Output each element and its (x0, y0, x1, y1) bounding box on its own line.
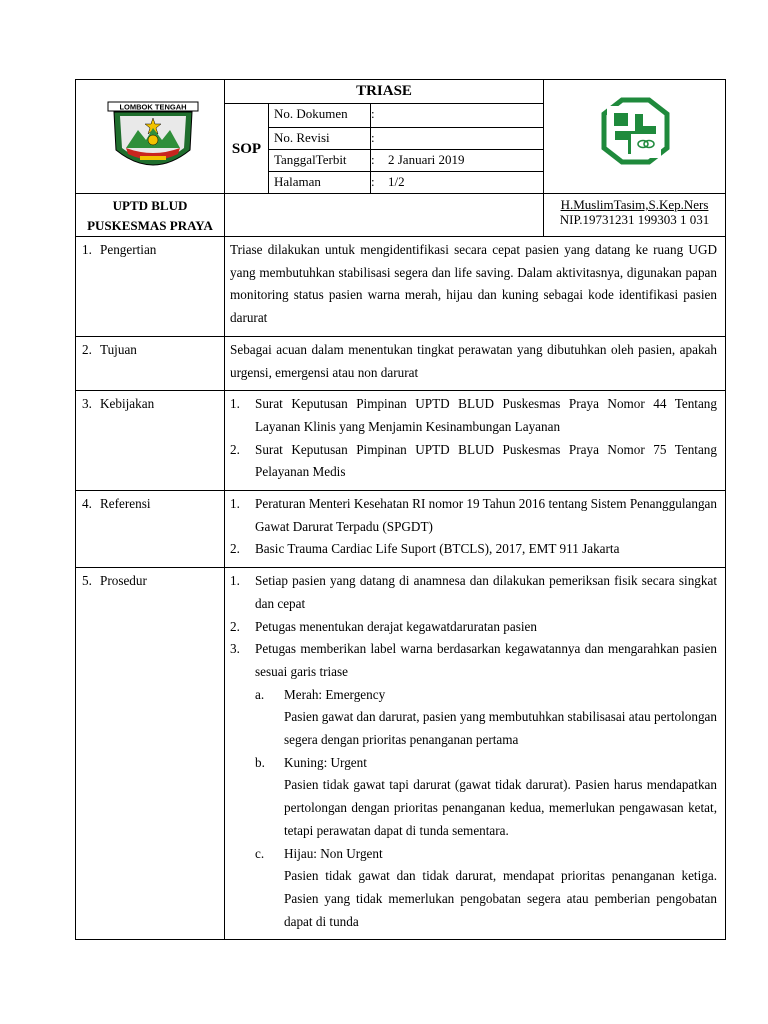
section-label: 1. Pengertian (76, 237, 225, 337)
section-label: 3. Kebijakan (76, 391, 225, 491)
list-item: 2. Basic Trauma Cardiac Life Suport (BTCLS), 2017, EMT 911 Jakarta (230, 541, 620, 557)
triage-title: Merah: Emergency (284, 686, 386, 702)
section-text: Sebagai acuan dalam menentukan tingkat perawatan yang dibutuhkan oleh pasien, apakah urgensi, emergensi atau non darurat (225, 336, 726, 390)
list-item: 2. Surat Keputusan Pimpinan UPTD BLUD Puskesmas Praya Nomor 75 Tentang Pelayanan Medis (230, 441, 717, 480)
content-table (75, 236, 726, 940)
section-label: 2. Tujuan (76, 336, 225, 390)
unit-line1: UPTD BLUD (112, 198, 188, 213)
meta-value: : 2 Januari 2019 (371, 150, 544, 172)
meta-label: No. Dokumen (269, 104, 371, 128)
list-item: 3. Petugas memberikan label warna berdasarkan kegawatannya dan mengarahkan pasien sesuai garis triase a. Merah: Emergency Pasien gawat dan darurat, pasien yang membutuhkan stabilisasai atau pertolongan segera dengan prioritas penanganan pertama b. Kuning: Urgent Pasien tidak gawat tapi darurat (gawat tidak darurat). Pasien harus mendapatkan pertolongan dengan prioritas penanganan kedua, memerlukan pengawasan ketat, tetapi perawatan dapat di tunda sementara. c. Hijau: Non Urgent Pasien tidak gawat dan tidak darurat, mendapat prioritas penanganan ketiga. Pasien yang tidak memerlukan pengobatan segera atau pemberian pengobatan dapat di tunda (230, 638, 717, 933)
sop-label: SOP (225, 104, 269, 194)
triage-category: c. Hijau: Non Urgent Pasien tidak gawat dan tidak darurat, mendapat prioritas penanganan ketiga. Pasien yang tidak memerlukan pengobatan segera atau pemberian pengobatan dapat di tunda (255, 843, 717, 934)
triage-category: b. Kuning: Urgent Pasien tidak gawat tapi darurat (gawat tidak darurat). Pasien harus mendapatkan pertolongan dengan prioritas penanganan kedua, memerlukan pengawasan ketat, tetapi perawatan dapat di tunda sementara. (255, 752, 717, 843)
triage-category: a. Merah: Emergency Pasien gawat dan darurat, pasien yang membutuhkan stabilisasai atau pertolongan segera dengan prioritas penanganan pertama (255, 684, 717, 752)
section-row (76, 336, 726, 390)
list-item: 2. Petugas menentukan derajat kegawatdaruratan pasien (230, 618, 537, 634)
section-row (76, 568, 726, 940)
puskesmas-logo-cell (544, 80, 726, 194)
section-row (76, 391, 726, 491)
list-item: 1. Setiap pasien yang datang di anamnesa dan dilakukan pemeriksan fisik secara singkat dan cepat (230, 573, 717, 611)
header-table (75, 79, 726, 237)
regency-logo-cell (76, 80, 225, 194)
document-title: TRIASE (225, 80, 544, 104)
meta-value: : (371, 128, 544, 150)
section-label: 4. Referensi (76, 491, 225, 568)
sop-document (75, 79, 725, 940)
section-list (225, 391, 726, 491)
triage-title: Kuning: Urgent (284, 754, 367, 770)
section-row (76, 491, 726, 568)
signer-name: H.MuslimTasim,S.Kep.Ners (560, 197, 709, 212)
list-item: 1. Surat Keputusan Pimpinan UPTD BLUD Puskesmas Praya Nomor 44 Tentang Layanan Klinis yang Menjamin Kesinambungan Layanan (230, 396, 717, 434)
meta-label: No. Revisi (269, 128, 371, 150)
triage-desc: Pasien tidak gawat tapi darurat (gawat tidak darurat). Pasien harus mendapatkan pertolongan dengan prioritas penanganan kedua, memerlukan pengawasan ketat, tetapi perawatan dapat di tunda sementara. (284, 777, 717, 838)
meta-value: : 1/2 (371, 172, 544, 194)
unit-name (76, 194, 225, 237)
lombok-tengah-logo (76, 80, 225, 188)
triage-desc: Pasien gawat dan darurat, pasien yang membutuhkan stabilisasai atau pertolongan segera dengan prioritas penanganan pertama (284, 709, 717, 748)
section-text: Triase dilakukan untuk mengidentifikasi secara cepat pasien yang datang ke ruang UGD yang membutuhkan stabilisasi segera dan life saving. Dalam aktivitasnya, digunakan papan monitoring status pasien warna merah, hijau dan kuning sebagai kode identifikasi pasien darurat (225, 237, 726, 337)
blank-cell (225, 194, 544, 237)
puskesmas-logo (544, 80, 726, 188)
triage-title: Hijau: Non Urgent (284, 845, 383, 861)
signer-nip: NIP.19731231 199303 1 031 (559, 212, 710, 227)
section-list (225, 491, 726, 568)
section-list (225, 568, 726, 940)
meta-label: Halaman (269, 172, 371, 194)
meta-label: TanggalTerbit (269, 150, 371, 172)
section-row (76, 237, 726, 337)
meta-value: : (371, 104, 544, 128)
unit-line2: PUSKESMAS PRAYA (87, 218, 213, 233)
signer-block (544, 194, 726, 237)
list-item: 1. Peraturan Menteri Kesehatan RI nomor 19 Tahun 2016 tentang Sistem Penanggulangan Gawat Darurat Terpadu (SPGDT) (230, 496, 717, 534)
logo-text: LOMBOK TENGAH (119, 102, 187, 112)
triage-desc: Pasien tidak gawat dan tidak darurat, mendapat prioritas penanganan ketiga. Pasien yang tidak memerlukan pengobatan segera atau pemberian pengobatan dapat di tunda (284, 868, 717, 929)
section-label: 5. Prosedur (76, 568, 225, 940)
